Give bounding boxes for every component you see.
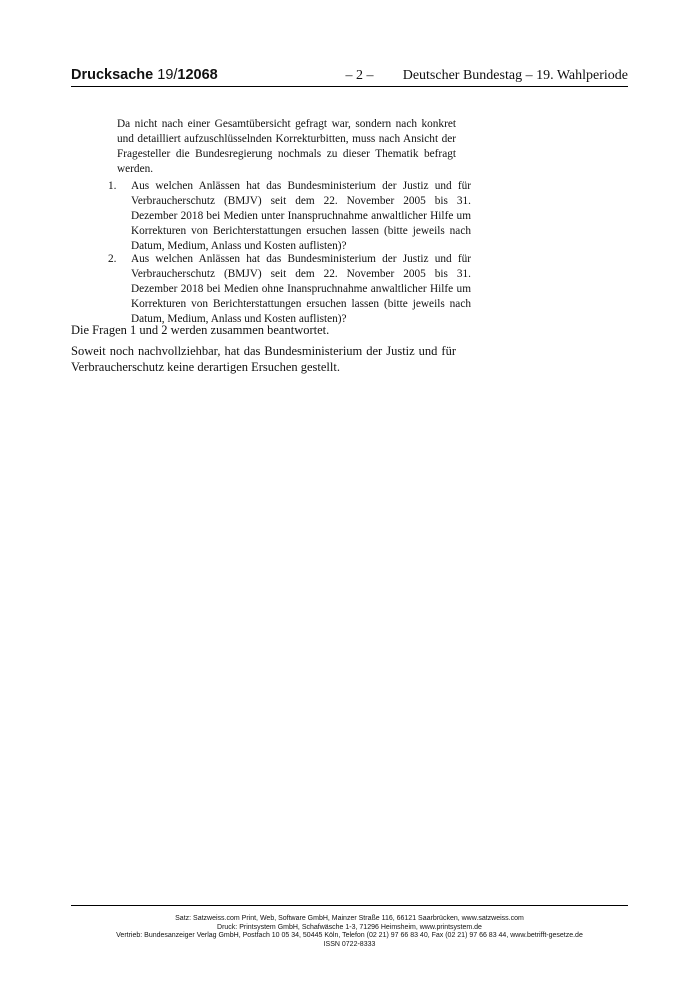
question-text: Aus welchen Anlässen hat das Bundesministerium der Justiz und für Verbraucherschutz (BMJV) seit dem 22. November 2005 bis 31. Dezember 2018 bei Medien unter Inanspruchnahme anwaltlicher Hilfe um Korrekturen von Berichterstattungen ersuchen lassen (bitte jeweils nach Datum, Medium, Anlass und Kosten auflisten)? xyxy=(131,180,471,252)
publisher-label: Deutscher Bundestag – 19. Wahlperiode xyxy=(402,68,628,83)
question-text: Aus welchen Anlässen hat das Bundesministerium der Justiz und für Verbraucherschutz (BMJV) seit dem 22. November 2005 bis 31. Dezember 2018 bei Medien ohne Inanspruchnahme anwaltlicher Hilfe um Korrekturen von Berichterstattungen ersuchen lassen (bitte jeweils nach Datum, Medium, Anlass und Kosten auflisten)? xyxy=(131,253,471,325)
answer-paragraph: Die Fragen 1 und 2 werden zusammen beantwortet. xyxy=(71,323,330,337)
page-header xyxy=(71,66,628,87)
question-number: 2. xyxy=(108,253,117,265)
doc-number: 12068 xyxy=(177,67,218,83)
footer-issn-line: ISSN 0722-8333 xyxy=(323,940,376,948)
intro-paragraph: Da nicht nach einer Gesamtübersicht gefragt war, sondern nach konkret und detailliert aufzuschlüsselnden Korrekturbitten, muss nach Ansicht der Fragesteller die Bundesregierung nochmals zu dieser Thematik befragt werden. xyxy=(117,118,456,175)
doc-label: Drucksache xyxy=(71,67,154,83)
answer-paragraph: Soweit noch nachvollziehbar, hat das Bundesministerium der Justiz und für Verbraucherschutz keine derartigen Ersuchen gestellt. xyxy=(71,344,456,374)
footer-divider xyxy=(71,905,628,906)
doc-period: 19/ xyxy=(157,67,178,83)
footer-printing-line: Druck: Printsystem GmbH, Schafwäsche 1-3, 71296 Heimsheim, www.printsystem.de xyxy=(217,923,482,931)
question-number: 1. xyxy=(108,180,117,192)
footer-distribution-line: Vertrieb: Bundesanzeiger Verlag GmbH, Postfach 10 05 34, 50445 Köln, Telefon (02 21) 97 66 83 40, Fax (02 21) 97 66 83 44, www.betrifft-gesetze.de xyxy=(116,932,583,939)
page-number: – 2 – xyxy=(345,68,374,83)
footer-typesetting-line: Satz: Satzweiss.com Print, Web, Software GmbH, Mainzer Straße 116, 66121 Saarbrücken, www.satzweiss.com xyxy=(175,915,524,922)
page-footer xyxy=(71,915,628,949)
